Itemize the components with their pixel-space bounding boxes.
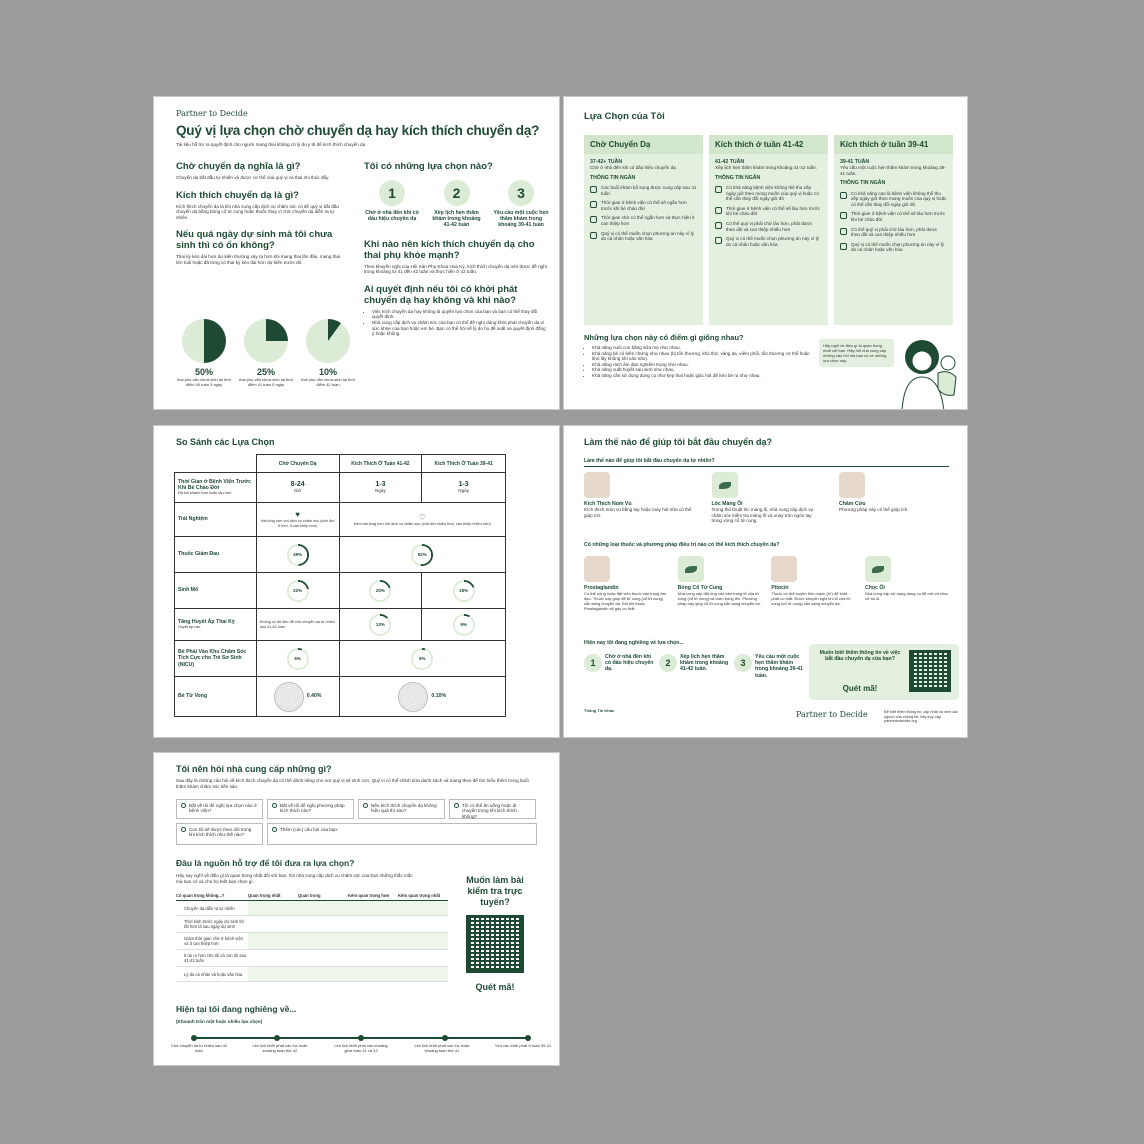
leaning-item[interactable] xyxy=(659,654,729,679)
page-4 xyxy=(563,425,968,738)
qr-title: Muốn biết thêm thông tin về việc bắt đầu chuyển dạ của bạn? xyxy=(819,650,901,663)
option-number: 3 xyxy=(734,654,752,672)
choice-item xyxy=(364,180,420,229)
card-head: Chờ Chuyển Dạ xyxy=(584,135,703,154)
page-1 xyxy=(153,96,560,410)
timeline-line xyxy=(194,1037,528,1039)
heading: Tôi có những lựa chọn nào? xyxy=(364,161,493,172)
method-item xyxy=(678,556,762,611)
table-row[interactable] xyxy=(176,933,448,950)
list-item: • Khả năng bé có biến chứng như nhau (bị tổn thương, khó thở, vàng da, viêm phổi, tổn thương cơ thể hoặc khó lấy không khí vào não). xyxy=(592,351,814,362)
choice-label: Yêu cầu một cuộc hẹn thăm khám trong khoảng 39-41 tuần xyxy=(493,210,549,229)
choice-item xyxy=(429,180,485,229)
hospital-icon xyxy=(715,207,722,214)
percent-ring: 20% xyxy=(369,580,391,602)
table-row[interactable] xyxy=(176,950,448,967)
timeline-dot[interactable] xyxy=(525,1035,531,1041)
clock-icon xyxy=(715,222,722,229)
option-label: Xếp lịch hẹn thăm khám trong khoảng 41-42 tuần. xyxy=(680,654,729,673)
half-heart-icon: ♡ xyxy=(418,512,426,522)
checkbox[interactable] xyxy=(181,827,186,832)
method-item xyxy=(584,556,668,611)
col-head: Quan trọng nhất xyxy=(248,893,281,898)
hospital-icon xyxy=(840,212,847,219)
card-week: 37-42+ TUẦN xyxy=(590,159,623,165)
percent-ring: 52% xyxy=(411,544,433,566)
natural-heading: Làm thế nào để giúp tôi bắt đầu chuyển dạ tự nhiên? xyxy=(584,458,949,467)
table-header xyxy=(176,893,448,901)
method-name: Châm Cứu xyxy=(839,501,866,507)
list-item: • Khả năng nuôi con bằng sữa mẹ như nhau. xyxy=(592,345,814,351)
col-head: Kích Thích Ở Tuần 39-41 xyxy=(422,455,506,473)
method-photo xyxy=(584,556,610,582)
card-desc: Yêu cầu một cuộc hẹn thăm khám trong khoảng 39-41 tuần. xyxy=(840,165,946,176)
text: Kích thích chuyển dạ là khi nhà cung cấp dịch vụ chăm sóc có để quý vị bắt đầu chuyển dạ bằng bóng cổ tử cung hoặc thuốc thay vì chờ chuyển dạ diễn ra tự nhiên. xyxy=(176,203,339,220)
row-label: Thời sinh trước ngày dự sinh thì tốt hơn là sau ngày dự sinh xyxy=(184,919,244,929)
dot-grid-icon xyxy=(274,682,304,712)
row-label: Bé Phải Vào Khu Chăm Sóc Tích Cực cho Trẻ Sơ Sinh (NICU) xyxy=(178,649,247,668)
cell-unit: Giờ xyxy=(293,487,302,493)
timeline-label: Lên lịch khởi phát vào lúc hoặc khoảng tuần thứ 42 xyxy=(252,1043,308,1053)
card-info-title: THÔNG TIN NGẮN xyxy=(715,174,761,181)
values-table xyxy=(176,893,448,982)
hospital-icon xyxy=(590,201,597,208)
timeline-dot[interactable] xyxy=(358,1035,364,1041)
card-week: 39-41 TUẦN xyxy=(840,159,870,165)
percent-ring: 49% xyxy=(287,544,309,566)
card-info-title: THÔNG TIN NGẮN xyxy=(840,180,886,187)
leaf-icon xyxy=(865,556,891,582)
text: Chuyển dạ bắt đầu tự nhiên và được cơ thể của quý vị và thai nhi thúc đẩy. xyxy=(176,175,330,180)
custom-question-field[interactable] xyxy=(267,823,537,845)
table-row[interactable] xyxy=(176,901,448,916)
stat-pct: 50% xyxy=(194,367,213,377)
pie-chart xyxy=(244,319,288,363)
leaf-icon xyxy=(712,472,738,498)
option-number: 2 xyxy=(659,654,677,672)
timeline-label: Chờ chuyển dạ tự nhiên sau 42 tuần xyxy=(170,1043,228,1053)
brand-logo: Partner to Decide xyxy=(176,109,248,118)
option-number: 1 xyxy=(584,654,602,672)
method-item xyxy=(839,472,949,524)
option-label: Chờ ở nhà đến khi có dấu hiệu chuyển dạ. xyxy=(605,654,654,673)
stat-label: thai phụ vẫn chưa sinh tại thời điểm 40 tuần 3 ngày xyxy=(177,377,231,387)
heading: Kích thích chuyển dạ là gì? xyxy=(176,189,299,201)
speech-bubble xyxy=(819,339,894,367)
page-title: So Sánh các Lựa Chọn xyxy=(176,437,275,447)
percent-ring: 5% xyxy=(411,648,433,670)
row-label: Bé Tử Vong xyxy=(178,693,208,700)
method-photo xyxy=(839,472,865,498)
option-card xyxy=(709,135,828,325)
pie-chart xyxy=(182,319,226,363)
heading: Nếu quá ngày dự sinh mà tôi chưa sinh thì có ổn không? xyxy=(176,229,333,252)
leaning-item[interactable] xyxy=(734,654,804,679)
list-item: • Khả năng cần sử dụng dụng cụ như kẹp thai hoặc giác hút để kéo bé ra như nhau. xyxy=(592,373,814,379)
col-head: Chờ Chuyển Dạ xyxy=(256,455,339,473)
list-item: • Khả năng rách âm đạo nghiêm trọng như nhau. xyxy=(592,362,814,368)
mother-baby-illustration xyxy=(894,333,966,410)
method-text: Nhà cung cấp sử dụng dụng cụ để mở và chọc vỡ túi ối. xyxy=(864,591,949,602)
choice-item xyxy=(493,180,549,229)
leaf-icon xyxy=(678,556,704,582)
medication-heading: Có những loại thuốc và phương pháp điều trị nào có thể kích thích chuyển dạ? xyxy=(584,542,780,548)
cell-value: 1-3 xyxy=(375,480,386,488)
card-item: Thời gian ở bệnh viện có thể sẽ lâu hơn trước khi bé chào đời xyxy=(851,211,946,222)
timeline-dot[interactable] xyxy=(442,1035,448,1041)
cell-value: 1-3 xyxy=(458,480,469,488)
question-text: Nếu kích thích chuyển dạ không hiệu quả thì sao? xyxy=(371,803,437,814)
row-label: Sinh Mổ xyxy=(178,587,199,594)
method-text: Kích thích núm vú bằng tay hoặc máy hút sữa có thể giúp ích. xyxy=(584,507,692,518)
row-label: Chuyển dạ diễn ra tự nhiên xyxy=(184,905,235,911)
timeline-heading: Hiện tại tôi đang nghiêng về... xyxy=(176,1004,297,1014)
choice-label: Xếp lịch hẹn thăm khám trong khoảng 41-42 tuần xyxy=(432,210,481,229)
question-text: Thêm (các) câu hỏi của bạn: xyxy=(280,827,339,832)
text: Thai kỳ kéo dài hơn dự kiến thường xảy ra hơn khi mang thai lần đầu, mang thai lớn tuổi hoặc đã từng có thai kỳ kéo dài hơn dự kiến trước đó. xyxy=(176,254,341,265)
heart-icon: ♥ xyxy=(295,510,300,520)
card-item: Thời gian ở bệnh viện có thể sẽ ngắn hơn trước khi bé chào đời xyxy=(601,200,687,211)
checkbox[interactable] xyxy=(454,803,459,808)
intro-text: Sau đây là những câu hỏi về kích thích chuyển dạ có thể dành riêng cho nơi quý vị sẽ sinh con. Quý vị có thể chỉnh sửa danh sách và mang theo để tìm hiểu thêm trong buổi thăm khám chăm sóc tiền sản. xyxy=(176,778,529,789)
method-text: Có thể uống hoặc đặt viên thuốc vào trong âm đạo. Thuốc này giúp để tử cung (cổ tử cung) sẵn sàng chuyển dạ. Đôi khi thuốc Prostaglandin sẽ gây co thắt. xyxy=(584,591,667,612)
stat-item xyxy=(300,319,356,387)
method-text: Trong thủ thuật lóc màng ối, nhà cung cấp dịch vụ chăm sóc kiểm tra màng ối và xoay tròn ngón tay trong vùng cổ tử cung. xyxy=(711,507,814,524)
col-head: Có quan trọng không...? xyxy=(176,893,225,898)
row-label: Giảm thời gian chờ ở bệnh viện và ít can thiệp hơn xyxy=(184,936,243,946)
percent-ring: 9% xyxy=(453,614,475,636)
bullet: • Nhà cung cấp dịch vụ chăm sóc của bạn có thể đề nghị dùng khởi phát chuyển dạ vì sức khỏe của bạn hoặc em bé. Bạn có thể hỏi về lý do họ đề xuất và quyết định đồng ý hoặc không. xyxy=(372,320,549,337)
timeline-labels xyxy=(168,1043,554,1053)
card-week: 41-42 TUẦN xyxy=(715,159,745,165)
option-label: Yêu cầu một cuộc hẹn thăm khám trong khoảng 39-41 tuần. xyxy=(755,654,803,679)
heading: Những lựa chọn này có điểm gì giống nhau? xyxy=(584,333,744,342)
qr-cta: Quét mã! xyxy=(842,684,878,693)
timeline-dot[interactable] xyxy=(191,1035,197,1041)
row-label: Ít rủi ro hơn cho tôi và con tôi sau 41-42 tuần xyxy=(184,953,247,963)
leaning-heading: Hiện nay tôi đang nghiêng về lựa chọn... xyxy=(584,640,684,646)
card-item: Có thể quý vị phải chờ lâu hơn, phải được theo dõi và can thiệp nhiều hơn xyxy=(851,226,938,238)
timeline-label: Yêu cầu khởi phát ở tuần 39-41 xyxy=(494,1043,552,1048)
card-desc: Chờ ở nhà đến khi có dấu hiệu chuyển dạ xyxy=(590,165,676,171)
cell-value: 0.10% xyxy=(431,693,447,700)
method-name: Bóng Cổ Tử Cung xyxy=(677,585,723,591)
similar-section xyxy=(584,333,814,379)
heading: Khi nào nên kích thích chuyển dạ cho thai phụ khỏe mạnh? xyxy=(364,238,535,261)
checkbox[interactable] xyxy=(363,803,368,808)
qr-code[interactable] xyxy=(466,915,524,973)
choice-number: 2 xyxy=(444,180,470,206)
page-title: Làm thế nào để giúp tôi bắt đầu chuyển dạ? xyxy=(584,437,773,447)
question-text: Bắt về tôi để nghị phương pháp kích thích nào? xyxy=(280,803,345,814)
card-item: Quý vị có thể muốn chọn phương án này vì lý do cá nhân hoặc văn hóa xyxy=(601,230,694,242)
options-columns xyxy=(584,135,954,325)
question-list xyxy=(176,799,541,845)
cell-unit: Ngày xyxy=(458,487,469,493)
stat-item xyxy=(238,319,294,387)
page-title: Lựa Chọn của Tôi xyxy=(584,111,665,122)
choice-label: Chờ ở nhà đến khi có dấu hiệu chuyển dạ xyxy=(365,210,419,223)
method-item xyxy=(865,556,949,611)
card-head: Kích thích ở tuần 39-41 xyxy=(834,135,953,154)
section-waiting xyxy=(176,161,346,266)
method-name: Kích Thích Núm Vú xyxy=(584,501,632,507)
support-intro: Hãy suy nghĩ về điều gì là quan trọng nhất đối với bạn, hỏi nhà cung cấp dịch vụ chăm sóc của bạn những thắc mắc mà bạn có và cho họ biết bạn chọn gì. xyxy=(176,873,413,884)
hands-icon xyxy=(840,243,847,250)
percent-ring: 19% xyxy=(453,580,475,602)
card-item: Thời gian ở bệnh viện có thể sẽ lâu hơn trước khi bé chào đời xyxy=(726,205,821,217)
medication-methods xyxy=(584,556,949,611)
question-item[interactable] xyxy=(176,799,263,819)
method-name: Prostaglandin xyxy=(584,585,619,591)
card-item: Quý vị có thể muốn chọn phương án này vì lý do cá nhân hoặc văn hóa xyxy=(851,241,944,253)
heading: Chờ chuyển dạ nghĩa là gì? xyxy=(176,161,301,172)
card-item: Có khả năng cao là bệnh viện không thể thu xếp ngày giờ theo mong muốn của quý vị hoặc có thể cần thay đổi ngày giờ đó xyxy=(851,190,947,207)
percent-ring: 22% xyxy=(287,580,309,602)
cell-value: Hài lòng hơn với dịch vụ chăm sóc (chờ đợi ít hơn, ít can thiệp hơn) xyxy=(260,519,335,528)
percent-ring: 13% xyxy=(369,614,391,636)
page-title: Tôi nên hỏi nhà cung cấp những gì? xyxy=(176,764,332,774)
timeline-sub: (Khoanh tròn một hoặc nhiều lựa chọn) xyxy=(176,1019,263,1024)
stat-label: thai phụ vẫn chưa sinh tại thời điểm 41 tuần 5 ngày xyxy=(239,377,293,387)
qr-cta: Quét mã! xyxy=(475,982,515,992)
list-item: • Khả năng xuất huyết sau sinh như nhau. xyxy=(592,367,814,373)
question-text: Con tôi sẽ được theo dõi trong khi kích thích như thế nào? xyxy=(189,827,252,838)
timeline-label: Lên lịch khởi phát vào khoảng giữa tuần 41 và 42 xyxy=(334,1043,388,1053)
checkbox[interactable] xyxy=(181,803,186,808)
choices-row xyxy=(364,180,549,229)
method-item xyxy=(712,472,822,524)
question-item[interactable] xyxy=(449,799,536,819)
option-card xyxy=(584,135,703,325)
page-2 xyxy=(563,96,968,410)
dot-grid-icon xyxy=(398,682,428,712)
table-row[interactable] xyxy=(176,916,448,933)
leaning-item[interactable] xyxy=(584,654,654,679)
option-card xyxy=(834,135,953,325)
card-info-title: THÔNG TIN NGẮN xyxy=(590,174,636,181)
qr-callout xyxy=(809,644,959,700)
section-choices xyxy=(364,161,549,337)
card-item: Có khả năng bệnh viện không thể thu xếp ngày giờ theo mong muốn của quý vị hoặc có thể cần thay đổi ngày giờ đó xyxy=(726,185,819,202)
calendar-icon xyxy=(840,192,847,199)
card-head: Kích thích ở tuần 41-42 xyxy=(709,135,828,154)
question-item[interactable] xyxy=(176,823,263,845)
stat-pct: 10% xyxy=(318,367,337,377)
row-label: Trải Nghiệm xyxy=(178,516,208,523)
clock-icon xyxy=(590,216,597,223)
text: Theo khuyến nghị của Hội Sản Phụ Khoa Hoa Kỳ, kích thích chuyển dạ nên được đề nghị trong khoảng từ 41 đến 42 tuần và thực hiện ở 42 tuần. xyxy=(364,263,547,275)
choice-number: 1 xyxy=(379,180,405,206)
row-label: Lý do cá nhân và hoặc văn hóa xyxy=(184,971,243,977)
method-item xyxy=(771,556,855,611)
cell-unit: Ngày xyxy=(375,487,386,493)
hands-icon xyxy=(590,232,597,239)
question-text: Tôi có thể ăn uống hoặc di chuyển trong khi kích thích không? xyxy=(462,803,517,819)
method-text: Phương pháp này có thể giúp ích. xyxy=(839,507,909,513)
table-row[interactable] xyxy=(176,967,448,982)
percent-ring: 6% xyxy=(287,648,309,670)
checkbox[interactable] xyxy=(272,827,277,832)
corner-cell xyxy=(175,455,257,473)
cell-value: Không có dữ liệu để chờ chuyển dạ tự nhiên sau 41-42 tuần xyxy=(259,619,335,629)
footer-note: Để biết thêm thông tin, cập nhật và xem các nguồn của chúng tôi, hãy truy cập partnertodecide.org xyxy=(884,710,959,724)
cell-value: 8-24 xyxy=(290,480,305,488)
timeline-dot[interactable] xyxy=(274,1035,280,1041)
page-5 xyxy=(153,752,560,1066)
row-label: Tăng Huyết Áp Thai Kỳ xyxy=(178,618,235,625)
qr-title: Muốn làm bài kiểm tra trực tuyến? xyxy=(466,875,524,907)
cell-value: 0.40% xyxy=(306,693,322,700)
pie-chart xyxy=(306,319,350,363)
method-name: Lóc Màng Ối xyxy=(711,501,743,507)
stat-pct: 25% xyxy=(256,367,275,377)
footer-ref-title: Thông Tin Khác xyxy=(584,708,615,713)
bullet-list xyxy=(364,309,549,337)
question-item[interactable] xyxy=(267,799,354,819)
timeline-label: Lên lịch khởi phát vào lúc hoặc khoảng tuần thứ 41 xyxy=(414,1043,470,1053)
question-item[interactable] xyxy=(358,799,445,819)
row-sub: Đã khi nhanh hơn hoặc lâu hơn xyxy=(178,490,232,495)
bullet: • Việc kích chuyển dạ hay không là quyền lựa chọn của bạn và bạn có thể thay đổi quyết định. xyxy=(372,309,549,320)
stats-row xyxy=(176,319,356,387)
choice-number: 3 xyxy=(508,180,534,206)
hands-icon xyxy=(715,237,722,244)
method-name: Chọc Ối xyxy=(864,585,885,591)
support-heading: Đâu là nguồn hỗ trợ để tôi đưa ra lựa chọn? xyxy=(176,858,355,868)
method-text: Nhà cung cấp đặt ống vào bên trong lỗ của tử cung (cổ tử cung) và bơm bóng lên. Phương pháp này giúp cổ tử cung sẵn sàng chuyển dạ. xyxy=(677,591,761,607)
qr-code[interactable] xyxy=(909,650,951,692)
comparison-table xyxy=(174,454,506,717)
stat-label: thai phụ vẫn chưa sinh tại thời điểm 42 tuần xyxy=(301,377,355,387)
row-sub: Huyết áp cao xyxy=(178,624,201,629)
col-head: Kích Thích Ở Tuần 41-42 xyxy=(339,455,422,473)
checkbox[interactable] xyxy=(272,803,277,808)
col-head: Quan trọng xyxy=(298,893,321,898)
card-item: Có thể quý vị phải chờ lâu hơn, phải được theo dõi và can thiệp nhiều hơn xyxy=(726,220,813,232)
card-item: Quý vị có thể muốn chọn phương án này vì lý do cá nhân hoặc văn hóa xyxy=(726,236,819,247)
calendar-icon xyxy=(715,186,722,193)
page-subtitle: Tài liệu hỗ trợ ra quyết định cho người mang thai không có lý do y tế để kích thích chuyển dạ xyxy=(176,142,366,147)
card-item: Các buổi khám bổ sung được cung cấp sau 41 tuần xyxy=(601,185,697,196)
method-photo xyxy=(771,556,797,582)
method-item xyxy=(584,472,694,524)
page-3 xyxy=(153,425,560,738)
clock-icon xyxy=(840,228,847,235)
card-item: Thời gian chờ có thể ngắn hơn và thực hiện ít can thiệp hơn xyxy=(601,215,695,226)
info-icon xyxy=(590,186,597,193)
method-name: Pitocin xyxy=(771,585,789,591)
stat-item xyxy=(176,319,232,387)
row-label: Thời Gian ở Bệnh Viện Trước Khi Bé Chào Đời xyxy=(178,478,251,491)
cell-value: Kém hài lòng hơn với dịch vụ chăm sóc (chờ đợi nhiều hơn, can thiệp nhiều hơn) xyxy=(353,521,491,526)
col-head: Kém quan trọng nhất xyxy=(398,893,441,898)
card-desc: Xếp lịch hẹn thăm khám trong khoảng 41-42 tuần. xyxy=(715,165,817,171)
natural-methods xyxy=(584,472,949,524)
page-title: Quý vị lựa chọn chờ chuyển dạ hay kích thích chuyển dạ? xyxy=(176,123,540,138)
method-photo xyxy=(584,472,610,498)
leaning-options xyxy=(584,654,804,679)
brand-logo: Partner to Decide xyxy=(796,710,868,719)
col-head: Kém quan trọng hơn xyxy=(348,893,390,898)
bubble-text: Hãy nghĩ về điều gì là quan trọng nhất với bạn. Hãy hỏi nhà cung cấp những câu hỏi mà bạn có về những lựa chọn này. xyxy=(823,343,887,363)
row-label: Thuốc Giảm Đau xyxy=(178,551,220,558)
method-text: Thuốc có thể truyền tĩnh mạch (IV) để khởi phát co thắt. Được khuyến nghị khi lỗ của tử cung (cổ tử cung) sẵn sàng chuyển dạ. xyxy=(771,591,851,607)
similar-list xyxy=(584,345,814,379)
question-text: Bắt về tôi để nghị lựa chọn nào ở bệnh viện? xyxy=(189,803,257,814)
heading: Ai quyết định nếu tôi có khởi phát chuyển dạ hay không và khi nào? xyxy=(364,283,518,306)
